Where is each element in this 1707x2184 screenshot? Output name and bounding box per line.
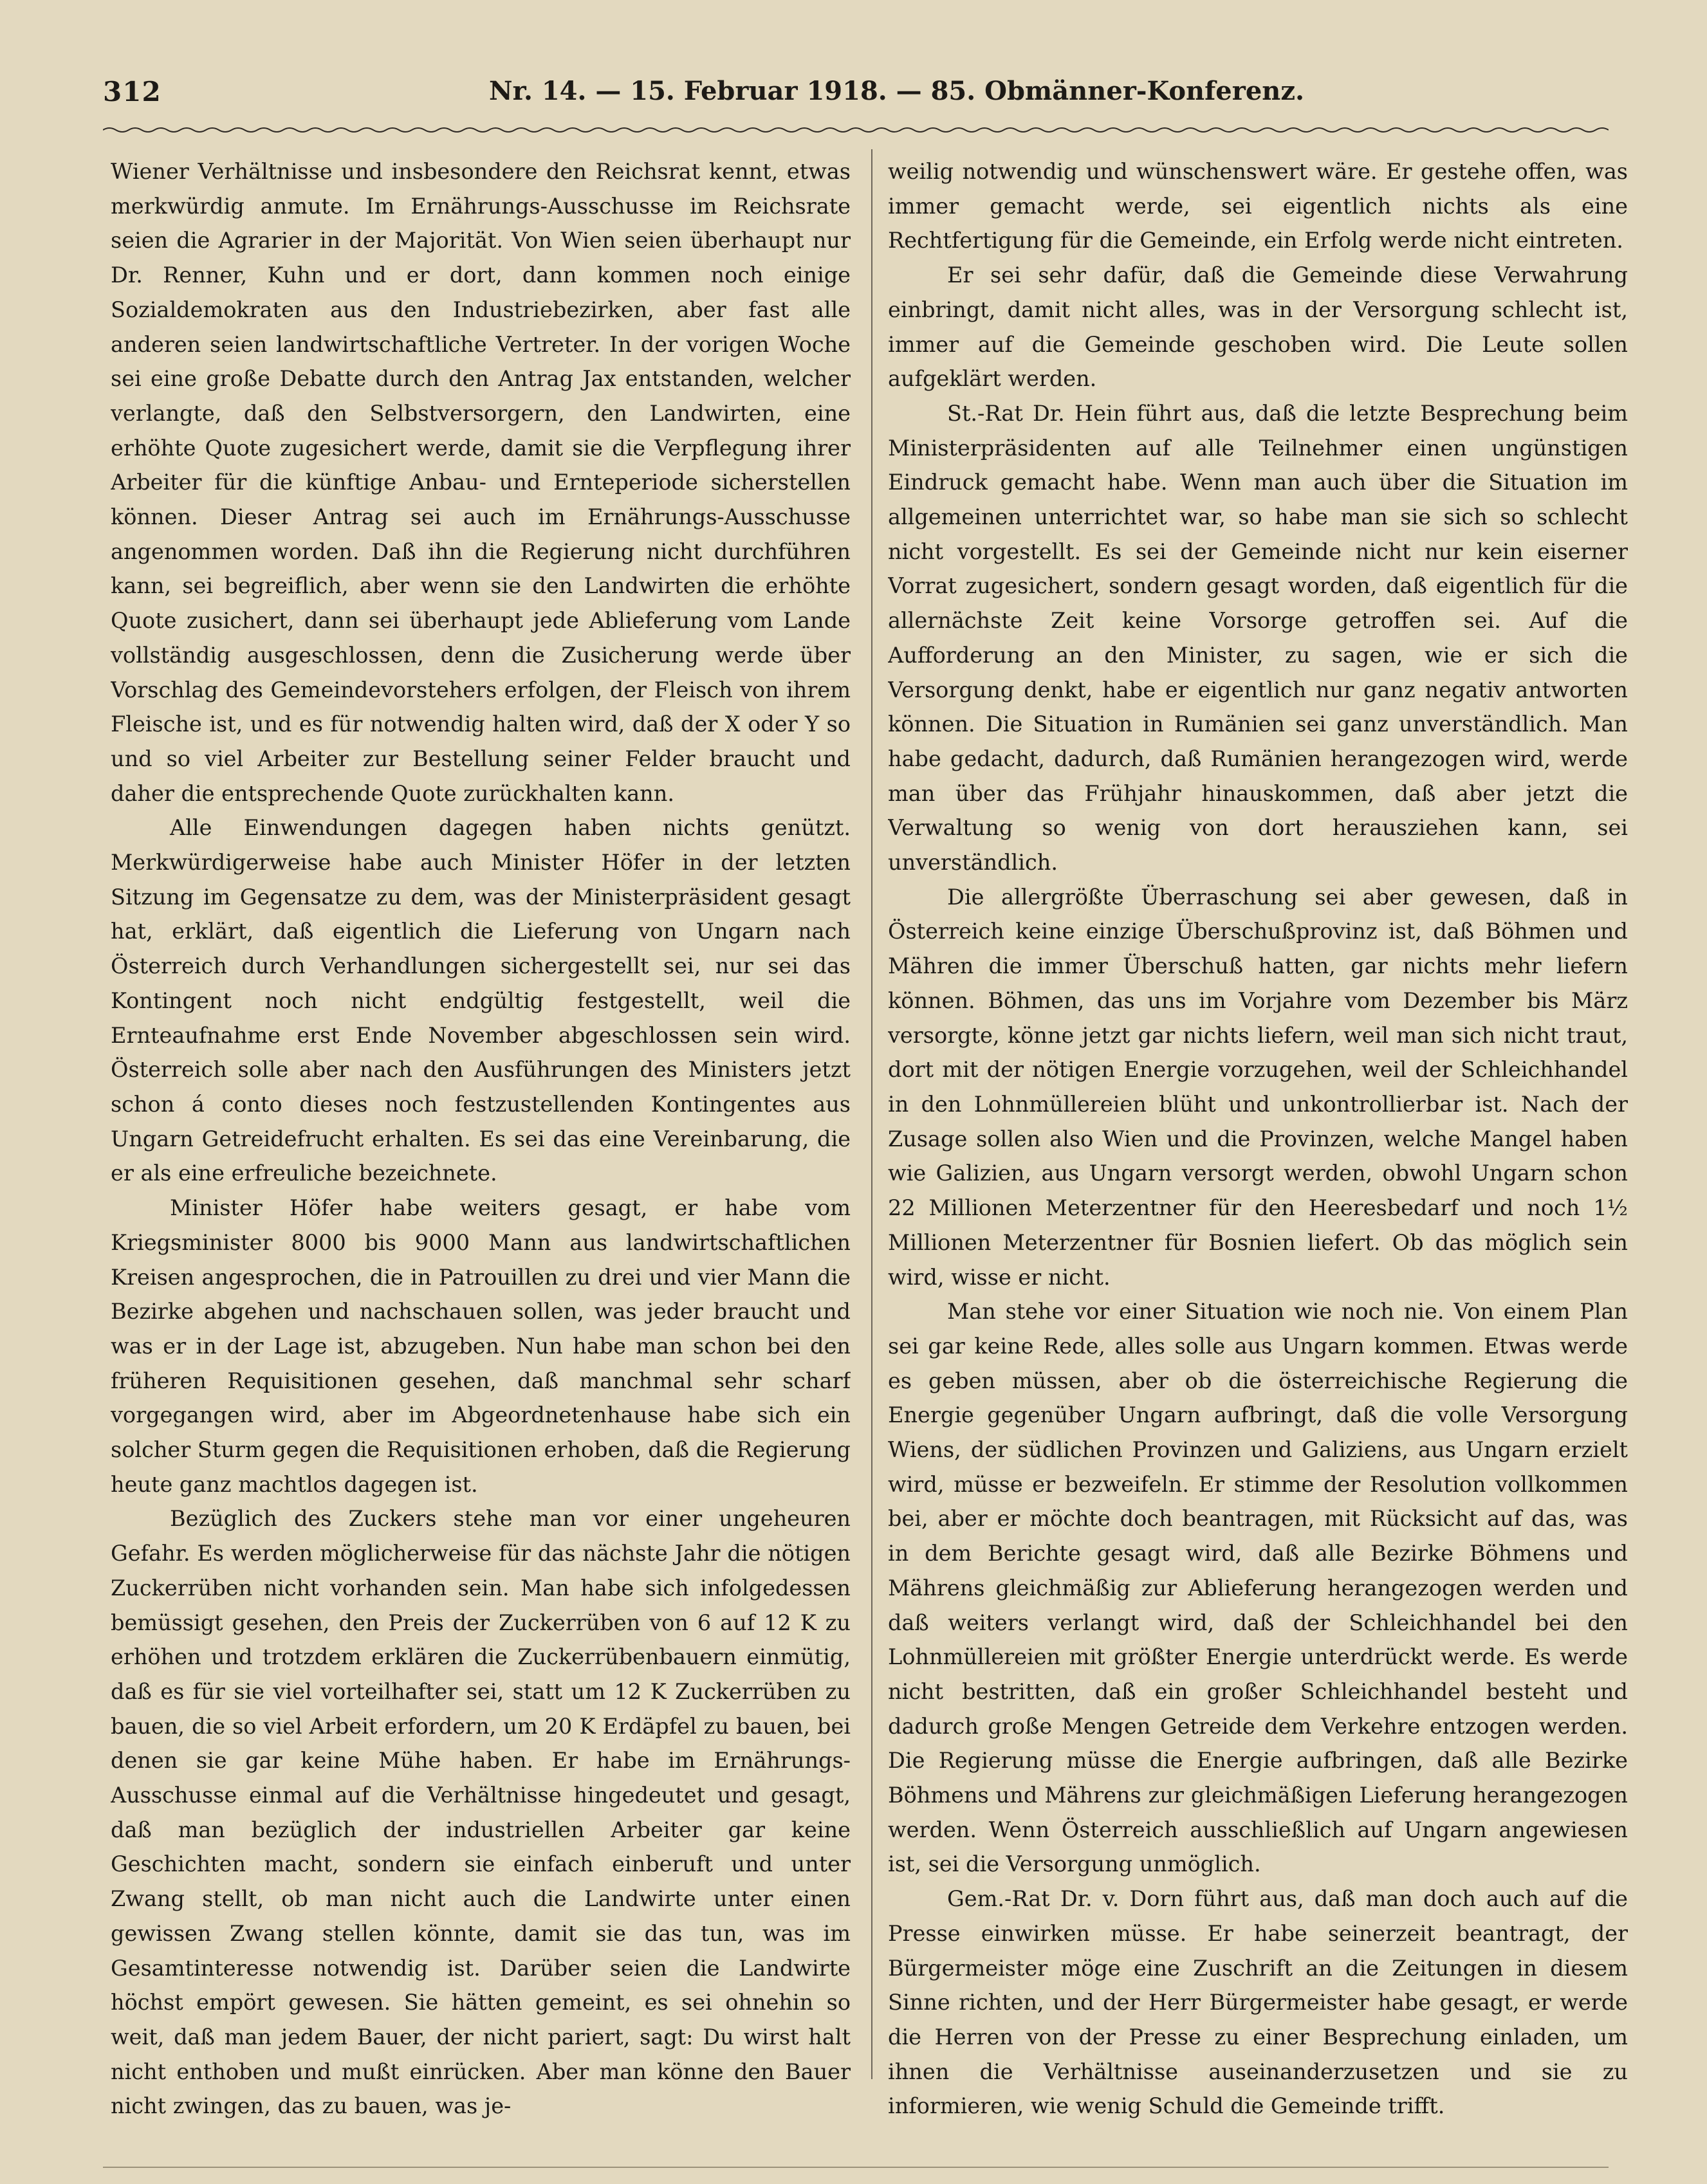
column-divider <box>871 149 872 2079</box>
right-column <box>888 154 1628 2136</box>
paragraph: Wiener Verhältnisse und insbesondere den Reichsrat kennt, etwas merkwürdig anmute. Im Ernährungs-Ausschusse im Reichsrate seien die Agrarier in der Majorität. Von Wien seien überhaupt nur Dr. Renner, Kuhn und er dort, dann kommen noch einige Sozialdemokraten aus den Industriebezirken, aber fast alle anderen seien landwirtschaftliche Vertreter. In der vorigen Woche sei eine große Debatte durch den Antrag Jax entstanden, welcher verlangte, daß den Selbstversorgern, den Landwirten, eine erhöhte Quote zugesichert werde, damit sie die Verpflegung ihrer Arbeiter für die künftige Anbau- und Ernteperiode sicherstellen können. Dieser Antrag sei auch im Ernährungs-Ausschusse angenommen worden. Daß ihn die Regierung nicht durchführen kann, sei begreiflich, aber wenn sie den Landwirten die erhöhte Quote zusichert, dann sei überhaupt jede Ablieferung vom Lande vollständig ausgeschlossen, denn die Zusicherung werde über Vorschlag des Gemeindevorstehers erfolgen, der Fleisch von ihrem Fleische ist, und es für notwendig halten wird, daß der X oder Y so und so viel Arbeiter zur Bestellung seiner Felder braucht und daher die entsprechende Quote zurückhalten kann. <box>111 159 851 806</box>
paragraph: Er sei sehr dafür, daß die Gemeinde diese Verwahrung einbringt, damit nicht alles, was in der Versorgung schlecht ist, immer auf die Gemeinde geschoben wird. Die Leute sollen aufgeklärt werden. <box>888 262 1628 392</box>
paragraph: Bezüglich des Zuckers stehe man vor einer ungeheuren Gefahr. Es werden möglicherweise für das nächste Jahr die nötigen Zuckerrüben nicht vorhanden sein. Man habe sich infolgedessen bemüssigt gesehen, den Preis der Zuckerrüben von 6 auf 12 K zu erhöhen und trotzdem erklären die Zuckerrübenbauern einmütig, daß es für sie viel vorteilhafter sei, statt um 12 K Zuckerrüben zu bauen, die so viel Arbeit erfordern, um 20 K Erdäpfel zu bauen, bei denen sie gar keine Mühe haben. Er habe im Ernährungs-Ausschusse einmal auf die Verhältnisse hingedeutet und gesagt, daß man bezüglich der industriellen Arbeiter gar keine Geschichten macht, sondern sie einfach einberuft und unter Zwang stellt, ob man nicht auch die Landwirte unter einen gewissen Zwang stellen könnte, damit sie das tun, was im Gesamtinteresse notwendig ist. Darüber seien die Landwirte höchst empört gewesen. Sie hätten gemeint, es sei ohnehin so weit, daß man jedem Bauer, der nicht pariert, sagt: Du wirst halt nicht enthoben und mußt einrücken. Aber man könne den Bauer nicht zwingen, das zu bauen, was je- <box>111 1506 851 2119</box>
paragraph: Minister Höfer habe weiters gesagt, er habe vom Kriegsminister 8000 bis 9000 Mann aus landwirtschaftlichen Kreisen angesprochen, die in Patrouillen zu drei und vier Mann die Bezirke abgehen und nachschauen sollen, was jeder braucht und was er in der Lage ist, abzugeben. Nun habe man schon bei den früheren Requisitionen gesehen, daß manchmal sehr scharf vorgegangen wird, aber im Abgeordnetenhause habe sich ein solcher Sturm gegen die Requisitionen erhoben, daß die Regierung heute ganz machtlos dagegen ist. <box>111 1195 851 1497</box>
page-number: 312 <box>103 76 161 107</box>
header-rule <box>103 126 1609 134</box>
running-title: Nr. 14. — 15. Februar 1918. — 85. Obmänner-Konferenz. <box>489 76 1304 106</box>
paragraph: Die allergrößte Überraschung sei aber gewesen, daß in Österreich keine einzige Überschußprovinz ist, daß Böhmen und Mähren die immer Überschuß hatten, gar nichts mehr liefern können. Böhmen, das uns im Vorjahre vom Dezember bis März versorgte, könne jetzt gar nichts liefern, weil man sich nicht traut, dort mit der nötigen Energie vorzugehen, weil der Schleichhandel in den Lohnmüllereien blüht und unkontrollierbar ist. Nach der Zusage sollen also Wien und die Provinzen, welche Mangel haben wie Galizien, aus Ungarn versorgt werden, obwohl Ungarn schon 22 Millionen Meterzentner für den Heeresbedarf und noch 1½ Millionen Meterzentner für Bosnien liefert. Ob das möglich sein wird, wisse er nicht. <box>888 884 1628 1290</box>
paragraph: Gem.-Rat Dr. v. Dorn führt aus, daß man doch auch auf die Presse einwirken müsse. Er habe seinerzeit beantragt, der Bürgermeister möge eine Zuschrift an die Zeitungen in diesem Sinne richten, und der Herr Bürgermeister habe gesagt, er werde die Herren von der Presse zu einer Besprechung einladen, um ihnen die Verhältnisse auseinanderzusetzen und sie zu informieren, wie wenig Schuld die Gemeinde trifft. <box>888 1886 1628 2119</box>
paragraph: St.-Rat Dr. Hein führt aus, daß die letzte Besprechung beim Ministerpräsidenten auf alle Teilnehmer einen ungünstigen Eindruck gemacht habe. Wenn man auch über die Situation im allgemeinen unterrichtet war, so habe man sie sich so schlecht nicht vorgestellt. Es sei der Gemeinde nicht nur kein eiserner Vorrat zugesichert, sondern gesagt worden, daß eigentlich für die allernächste Zeit keine Vorsorge getroffen sei. Auf die Aufforderung an den Minister, zu sagen, wie er sich die Versorgung denkt, habe er eigentlich nur ganz negativ antworten können. Die Situation in Rumänien sei ganz unverständlich. Man habe gedacht, dadurch, daß Rumänien herangezogen wird, werde man über das Frühjahr hinauskommen, daß aber jetzt die Verwaltung so wenig von dort herausziehen kann, sei unverständlich. <box>888 400 1628 876</box>
left-column <box>111 154 851 2136</box>
paragraph: Man stehe vor einer Situation wie noch nie. Von einem Plan sei gar keine Rede, alles solle aus Ungarn kommen. Etwas werde es geben müssen, aber ob die österreichische Regierung die Energie gegenüber Ungarn aufbringt, daß die volle Versorgung Wiens, der südlichen Provinzen und Galiziens, aus Ungarn erzielt wird, müsse er bezweifeln. Er stimme der Resolution vollkommen bei, aber er möchte doch beantragen, mit Rücksicht auf das, was in dem Berichte gesagt wird, daß alle Bezirke Böhmens und Mährens gleichmäßig zur Ablieferung herangezogen werden und daß weiters verlangt wird, daß der Schleichhandel bei den Lohnmüllereien mit größter Energie unterdrückt werde. Es werde nicht bestritten, daß ein großer Schleichhandel besteht und dadurch große Mengen Getreide dem Verkehre entzogen werden. Die Regierung müsse die Energie aufbringen, daß alle Bezirke Böhmens und Mährens zur gleichmäßigen Lieferung herangezogen werden. Wenn Österreich ausschließlich auf Ungarn angewiesen ist, sei die Versorgung unmöglich. <box>888 1299 1628 1877</box>
paragraph: weilig notwendig und wünschenswert wäre. Er gestehe offen, was immer gemacht werde, sei eigentlich nichts als eine Rechtfertigung für die Gemeinde, ein Erfolg werde nicht eintreten. <box>888 159 1628 253</box>
page-header <box>103 76 1609 115</box>
bottom-edge <box>103 2167 1609 2168</box>
paragraph: Alle Einwendungen dagegen haben nichts genützt. Merkwürdigerweise habe auch Minister Höfer in der letzten Sitzung im Gegensatze zu dem, was der Ministerpräsident gesagt hat, erklärt, daß eigentlich die Lieferung von Ungarn nach Österreich durch Verhandlungen sichergestellt sei, nur sei das Kontingent noch nicht endgültig festgestellt, weil die Ernteaufnahme erst Ende November abgeschlossen sein wird. Österreich solle aber nach den Ausführungen des Ministers jetzt schon á conto dieses noch festzustellenden Kontingentes aus Ungarn Getreidefrucht erhalten. Es sei das eine Vereinbarung, die er als eine erfreuliche bezeichnete. <box>111 815 851 1186</box>
